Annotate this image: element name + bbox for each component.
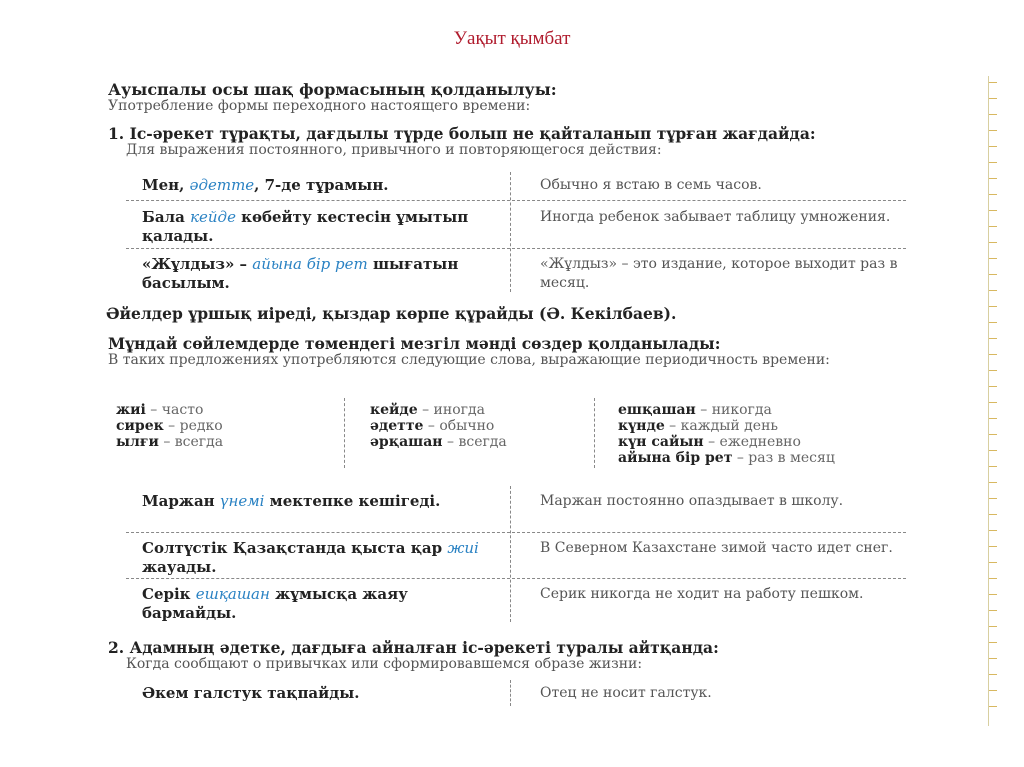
heading-kz: Ауыспалы осы шақ формасының қолданылуы: — [108, 80, 557, 99]
ruler-tick — [989, 482, 997, 483]
ruler-tick — [989, 690, 997, 691]
ruler-tick — [989, 434, 997, 435]
textbook-page — [104, 72, 984, 722]
subsection-title: Мұндай сөйлемдерде төмендегі мезгіл мәнді сөздер қолданылады: — [108, 334, 721, 353]
heading-ru: Употребление формы переходного настоящего времени: — [108, 98, 531, 114]
ruler-tick — [989, 674, 997, 675]
example-kz: Әкем галстук тақпайды. — [142, 684, 360, 702]
example-ru: Отец не носит галстук. — [540, 685, 712, 701]
quote-example: Әйелдер ұршық иіреді, қыздар көрпе құрайды (Ә. Кекілбаев). — [106, 304, 677, 323]
ruler-tick — [989, 386, 997, 387]
ruler-tick — [989, 354, 997, 355]
word-item: жиі – часто — [116, 402, 204, 418]
slide-title: Уақыт қымбат — [453, 28, 571, 49]
example-ru: Обычно я встаю в семь часов. — [540, 177, 762, 193]
example-kz: Маржан үнемі мектепке кешігеді. — [142, 492, 441, 510]
word-item: күнде – каждый день — [618, 418, 779, 434]
word-item: сирек – редко — [116, 418, 223, 434]
ruler-tick — [989, 130, 997, 131]
ruler-tick — [989, 530, 997, 531]
ruler-tick — [989, 546, 997, 547]
example-kz: Солтүстік Қазақстанда қыста қар жиі жауады. — [142, 539, 479, 576]
word-item: күн сайын – ежедневно — [618, 434, 801, 450]
word-column-2 — [370, 402, 507, 450]
ruler-tick — [989, 210, 997, 211]
section1-title: 1. Іс-әрекет тұрақты, дағдылы түрде болып не қайталанып тұрған жағдайда: — [108, 124, 816, 143]
section2-title: 2. Адамның әдетке, дағдыға айналған іс-әрекеті туралы айтқанда: — [108, 638, 719, 657]
example-ru: «Жұлдыз» – это издание, которое выходит раз в месяц. — [540, 256, 898, 291]
subsection-subtitle: В таких предложениях употребляются следующие слова, выражающие периодичность времени: — [108, 352, 830, 368]
ruler-tick — [989, 242, 997, 243]
word-item: айына бір рет – раз в месяц — [618, 450, 835, 466]
ruler-tick — [989, 162, 997, 163]
example-ru: Маржан постоянно опаздывает в школу. — [540, 493, 844, 509]
ruler-tick — [989, 498, 997, 499]
example-ru: Иногда ребенок забывает таблицу умножения. — [540, 209, 891, 225]
example-ru: В Северном Казахстане зимой часто идет снег. — [540, 540, 893, 556]
word-item: ылғи – всегда — [116, 434, 224, 450]
ruler-tick — [989, 82, 997, 83]
section1-subtitle: Для выражения постоянного, привычного и повторяющегося действия: — [126, 142, 662, 158]
ruler-tick — [989, 370, 997, 371]
ruler-tick — [989, 258, 997, 259]
ruler-tick — [989, 610, 997, 611]
ruler-tick — [989, 226, 997, 227]
ruler-tick — [989, 98, 997, 99]
ruler-tick — [989, 706, 997, 707]
section2-subtitle: Когда сообщают о привычках или сформировавшемся образе жизни: — [126, 656, 643, 672]
ruler-tick — [989, 322, 997, 323]
ruler-tick — [989, 114, 997, 115]
ruler-tick — [989, 594, 997, 595]
ruler-tick — [989, 338, 997, 339]
example-kz: «Жұлдыз» – айына бір рет шығатын басылым. — [142, 255, 459, 292]
example-ru: Серик никогда не ходит на работу пешком. — [540, 586, 864, 602]
ruler-tick — [989, 146, 997, 147]
ruler-tick — [989, 418, 997, 419]
ruler-tick — [989, 642, 997, 643]
word-item: әдетте – обычно — [370, 418, 495, 434]
word-column-1 — [116, 402, 223, 450]
word-item: әрқашан – всегда — [370, 434, 507, 450]
ruler-tick — [989, 514, 997, 515]
example-kz: Серік ешқашан жұмысқа жаяу бармайды. — [142, 585, 408, 622]
ruler-tick — [989, 658, 997, 659]
ruler-tick — [989, 194, 997, 195]
example-kz: Бала кейде көбейту кестесін ұмытып қалады. — [142, 208, 469, 245]
example-kz: Мен, әдетте, 7-де тұрамын. — [142, 176, 389, 194]
word-item: ешқашан – никогда — [618, 402, 772, 418]
page-edge-ruler — [988, 76, 1003, 726]
ruler-tick — [989, 626, 997, 627]
word-item: кейде – иногда — [370, 402, 485, 418]
ruler-tick — [989, 290, 997, 291]
ruler-tick — [989, 578, 997, 579]
ruler-tick — [989, 274, 997, 275]
word-column-3 — [618, 402, 835, 466]
ruler-tick — [989, 178, 997, 179]
ruler-tick — [989, 466, 997, 467]
ruler-tick — [989, 402, 997, 403]
ruler-tick — [989, 450, 997, 451]
ruler-tick — [989, 562, 997, 563]
ruler-tick — [989, 306, 997, 307]
